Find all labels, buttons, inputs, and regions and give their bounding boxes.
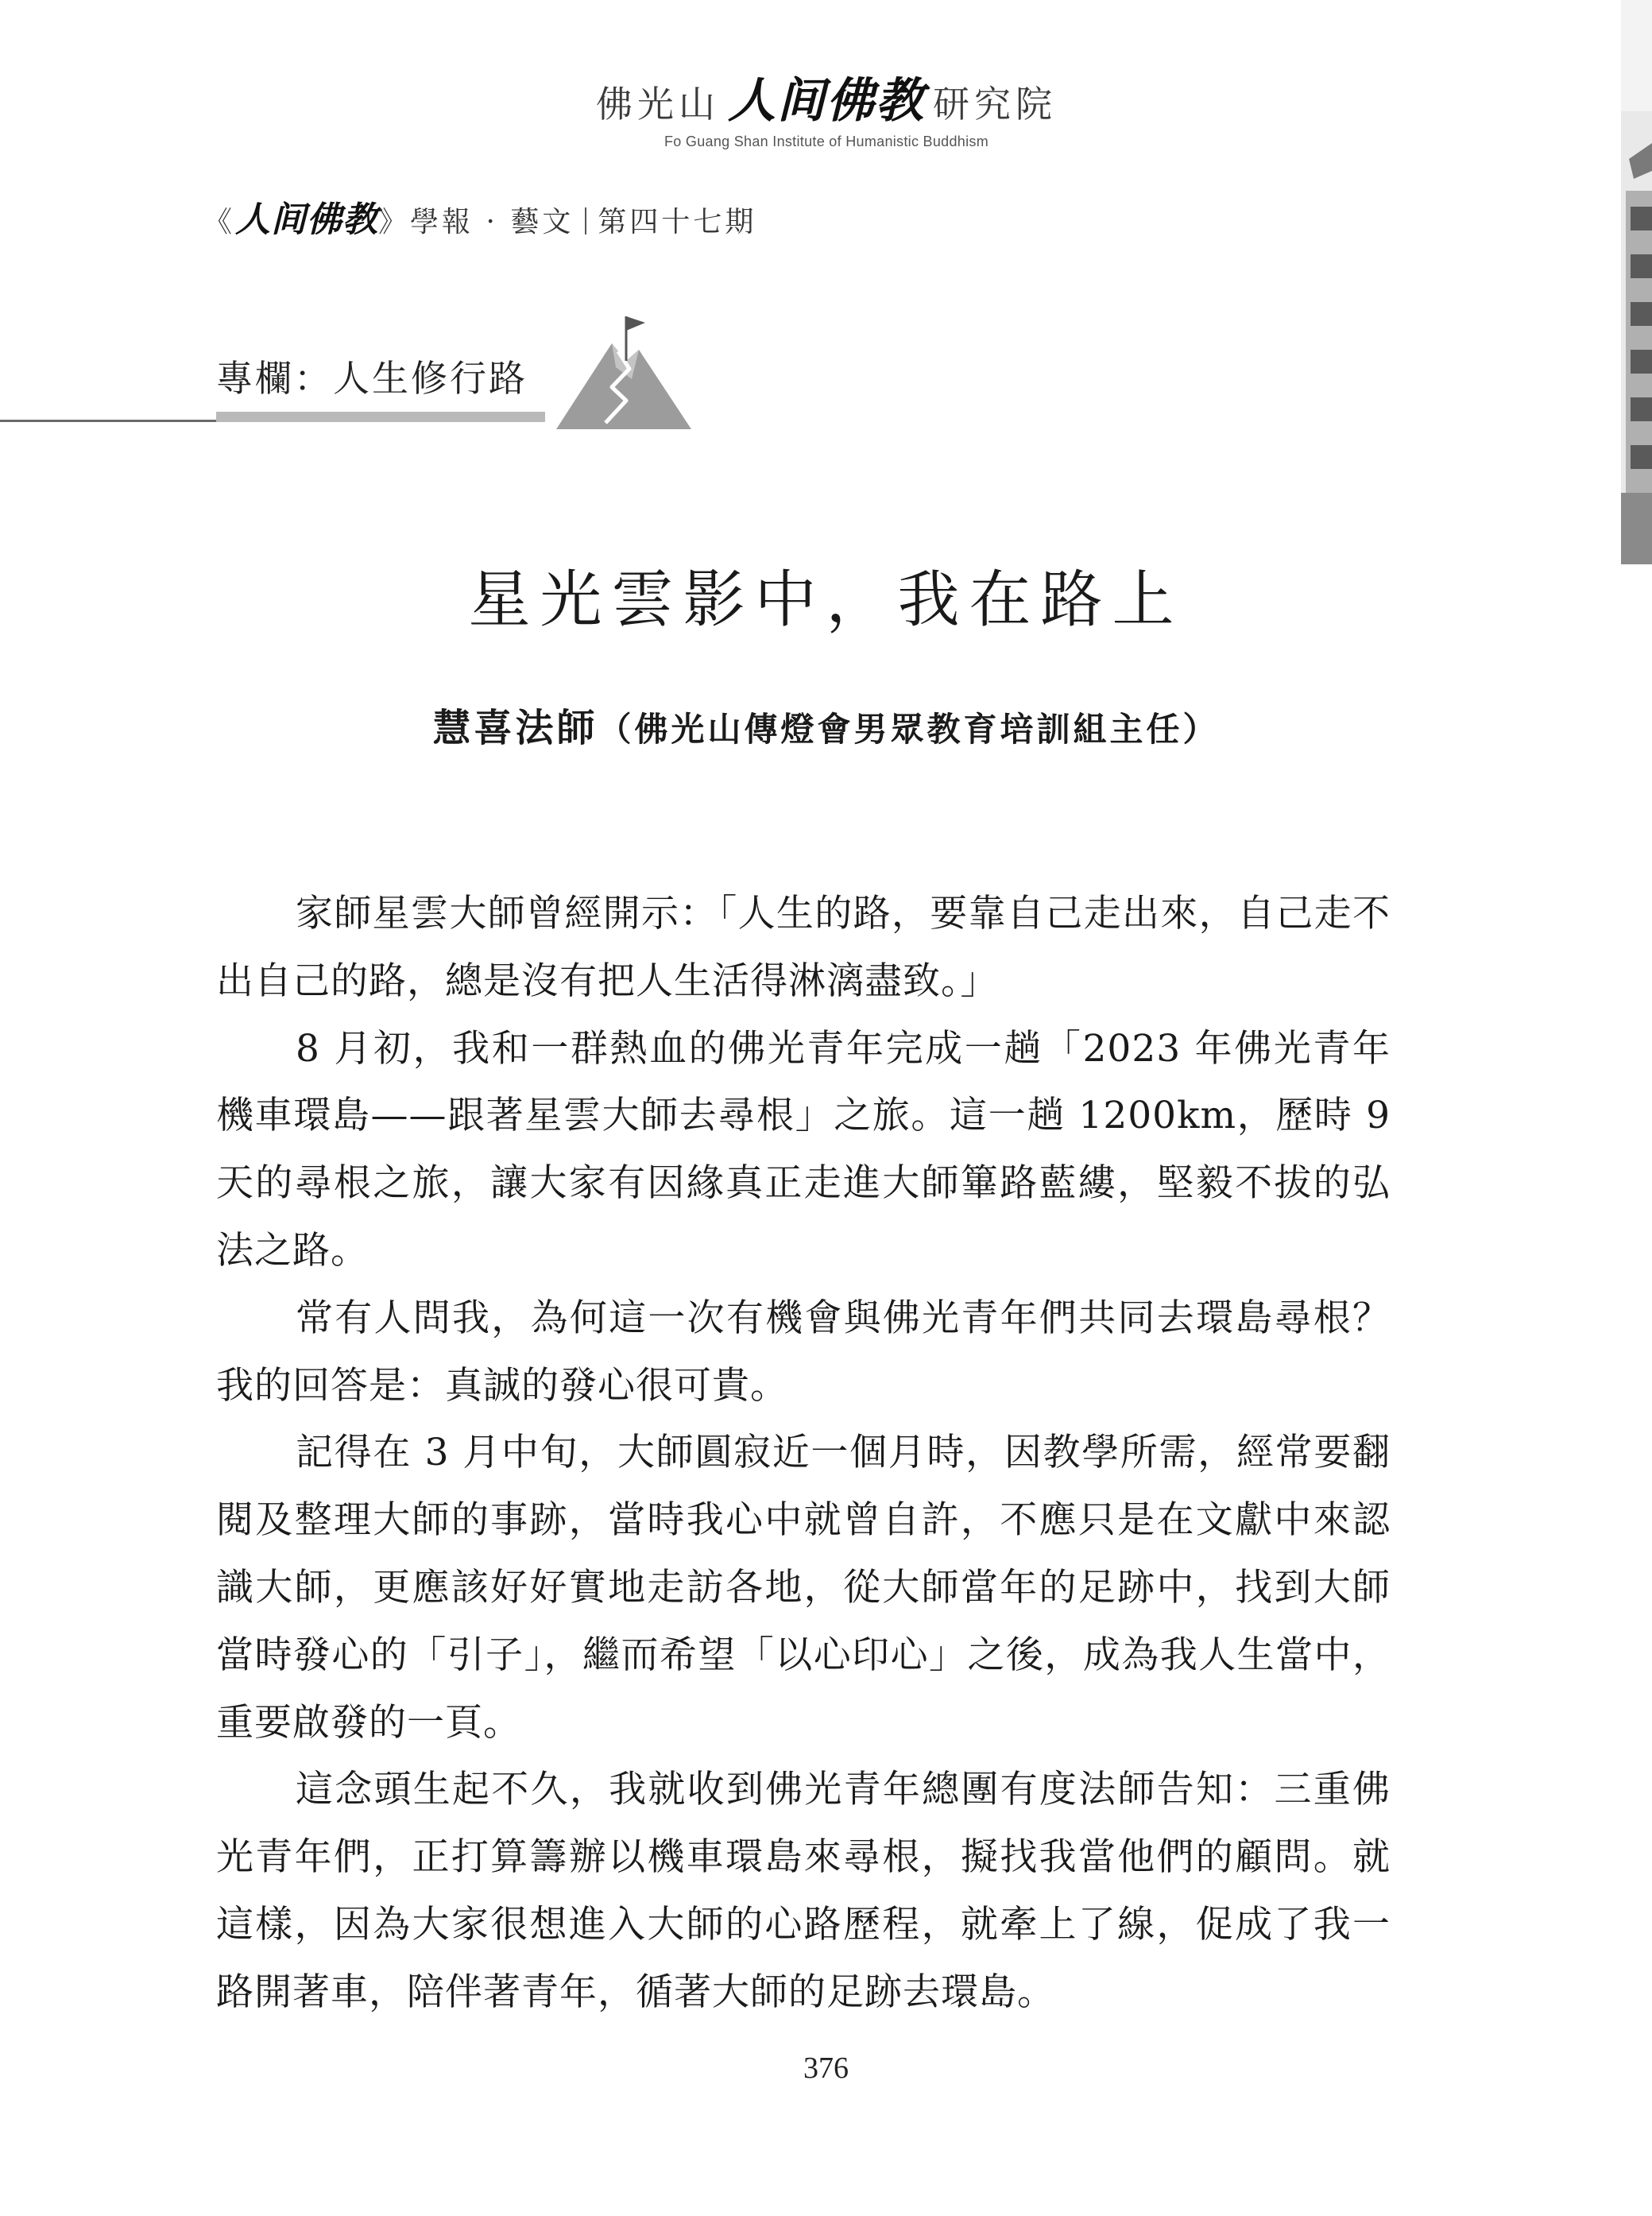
paragraph: 這念頭生起不久，我就收到佛光青年總團有度法師告知：三重佛光青年們，正打算籌辦以機車環島來尋根，擬找我當他們的顧問。就這樣，因為大家很想進入大師的心路歷程，就牽上了線，促成了我一路開著車，陪伴著青年，循著大師的足跡去環島。 — [216, 1768, 1391, 2014]
masthead-brand-logo: 人间佛教 — [728, 73, 925, 129]
column-label: 專欄：人生修行路 — [216, 357, 528, 400]
paragraph: 記得在 3 月中旬，大師圓寂近一個月時，因教學所需，經常要翻閱及整理大師的事跡，當時我心中就曾自許，不應只是在文獻中來認識大師，更應該好好實地走訪各地，從大師當年的足跡中，找到大師當時發心的「引子」，繼而希望「以心印心」之後，成為我人生當中，重要啟發的一頁。 — [216, 1431, 1391, 1745]
paragraph: 8 月初，我和一群熱血的佛光青年完成一趟「2023 年佛光青年機車環島——跟著星雲大師去尋根」之旅。這一趟 1200km，歷時 9 天的尋根之旅，讓大家有因緣真正走進大師篳路藍縷，堅毅不拔的弘法之路。 — [216, 1026, 1391, 1273]
mountain-flag-icon — [556, 312, 691, 429]
journal-brand-logo: 人间佛教 — [235, 200, 379, 240]
column-rule-bar — [216, 412, 545, 422]
masthead-subtitle: Fo Guang Shan Institute of Humanistic Buddhism — [664, 134, 988, 149]
journal-issue: 第四十七期 — [598, 206, 757, 238]
author-affiliation: （佛光山傳燈會男眾教育培訓組主任） — [598, 710, 1220, 749]
masthead-title — [556, 73, 1097, 132]
paragraph: 家師星雲大師曾經開示：「人生的路，要靠自己走出來，自己走不出自己的路，總是沒有把人生活得淋漓盡致。」 — [216, 892, 1391, 1003]
masthead-left: 佛光山 — [596, 83, 720, 126]
author-line — [0, 699, 1652, 758]
author-name: 慧喜法師 — [432, 706, 598, 750]
article-title: 星光雲影中，我在路上 — [468, 564, 1184, 636]
header-divider — [585, 207, 586, 234]
article-body — [216, 881, 1391, 2027]
paragraph: 常有人問我，為何這一次有機會與佛光青年們共同去環島尋根？我的回答是：真誠的發心很可貴。 — [216, 1296, 1391, 1408]
column-rule-left — [0, 420, 216, 422]
page-number: 376 — [803, 2051, 849, 2085]
masthead — [556, 73, 1097, 150]
journal-header — [203, 191, 756, 242]
journal-section: 學報 · 藝文 — [410, 206, 575, 238]
edge-pagoda-photo — [1621, 0, 1652, 564]
masthead-right: 研究院 — [933, 83, 1057, 126]
journal-close-quote: 》 — [378, 206, 411, 238]
journal-open-quote: 《 — [203, 206, 236, 238]
